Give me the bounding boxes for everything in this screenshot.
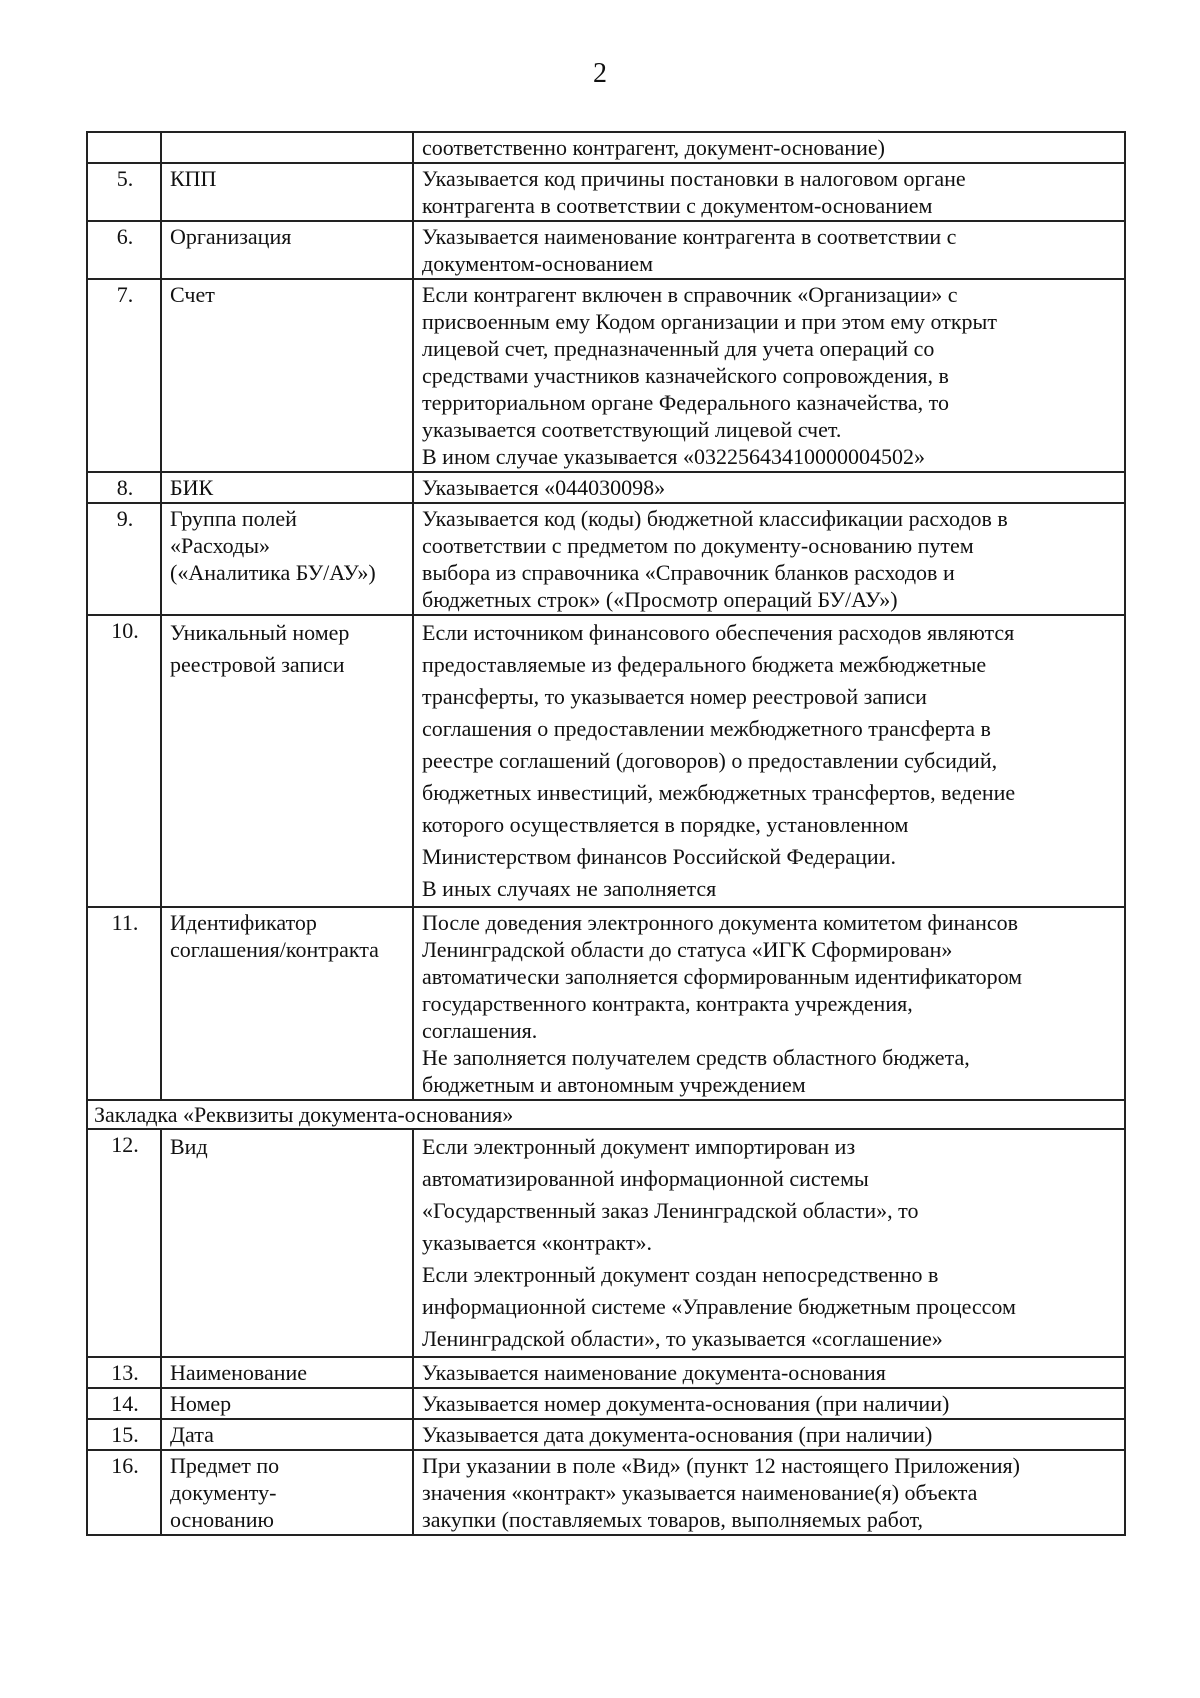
- field-name-line: Идентификатор: [170, 910, 317, 935]
- description-line: документом-основанием: [422, 251, 654, 276]
- description-line: Указывается код (коды) бюджетной классификации расходов в: [422, 506, 1008, 531]
- description-line: средствами участников казначейского сопровождения, в: [422, 363, 949, 388]
- field-name-cell: [161, 132, 413, 163]
- field-name-cell: [161, 1419, 413, 1450]
- field-name-line: Номер: [170, 1391, 232, 1416]
- field-name-cell: [161, 1129, 413, 1357]
- description-cell: [413, 132, 1125, 163]
- row-number: 13.: [87, 1357, 161, 1388]
- description-line: автоматизированной информационной системы: [422, 1166, 869, 1191]
- row-number: [87, 132, 161, 163]
- field-name-cell: [161, 472, 413, 503]
- description-line: Министерством финансов Российской Федерации.: [422, 844, 896, 869]
- description-cell: [413, 615, 1125, 907]
- description-line: В иных случаях не заполняется: [422, 876, 717, 901]
- requisites-table: [86, 131, 1126, 1536]
- description-line: которого осуществляется в порядке, установленном: [422, 812, 909, 837]
- description-cell: [413, 1388, 1125, 1419]
- field-name-line: Вид: [170, 1134, 208, 1159]
- table-row: [87, 615, 1125, 907]
- row-number: 6.: [87, 221, 161, 279]
- table-body-before: [87, 132, 1125, 1100]
- description-line: выбора из справочника «Справочник бланков расходов и: [422, 560, 955, 585]
- field-name-line: КПП: [170, 166, 217, 191]
- table-row: [87, 907, 1125, 1100]
- description-line: бюджетным и автономным учреждением: [422, 1072, 806, 1097]
- description-cell: [413, 221, 1125, 279]
- description-line: Указывается «044030098»: [422, 475, 666, 500]
- description-cell: [413, 1357, 1125, 1388]
- description-line: При указании в поле «Вид» (пункт 12 настоящего Приложения): [422, 1453, 1020, 1478]
- table-row: [87, 503, 1125, 615]
- description-line: значения «контракт» указывается наименование(я) объекта: [422, 1480, 978, 1505]
- description-line: Если электронный документ импортирован из: [422, 1134, 856, 1159]
- description-cell: [413, 163, 1125, 221]
- field-name-line: Наименование: [170, 1360, 308, 1385]
- description-cell: [413, 503, 1125, 615]
- description-line: В ином случае указывается «03225643410000004502»: [422, 444, 926, 469]
- description-line: Указывается код причины постановки в налоговом органе: [422, 166, 966, 191]
- row-number: 16.: [87, 1450, 161, 1535]
- description-line: государственного контракта, контракта учреждения,: [422, 991, 913, 1016]
- description-line: Ленинградской области до статуса «ИГК Сформирован»: [422, 937, 953, 962]
- field-name-cell: [161, 615, 413, 907]
- field-name-line: Дата: [170, 1422, 214, 1447]
- field-name-cell: [161, 907, 413, 1100]
- description-line: лицевой счет, предназначенный для учета операций со: [422, 336, 935, 361]
- section-row: [87, 1100, 1125, 1129]
- description-cell: [413, 279, 1125, 472]
- description-line: контрагента в соответствии с документом-основанием: [422, 193, 933, 218]
- description-line: присвоенным ему Кодом организации и при этом ему открыт: [422, 309, 997, 334]
- description-line: реестре соглашений (договоров) о предоставлении субсидий,: [422, 748, 998, 773]
- table-body-after: [87, 1129, 1125, 1535]
- description-line: предоставляемые из федерального бюджета межбюджетные: [422, 652, 987, 677]
- description-cell: [413, 907, 1125, 1100]
- table-row: [87, 1388, 1125, 1419]
- row-number: 14.: [87, 1388, 161, 1419]
- description-line: «Государственный заказ Ленинградской области», то: [422, 1198, 919, 1223]
- table-row: [87, 1129, 1125, 1357]
- description-line: Если электронный документ создан непосредственно в: [422, 1262, 939, 1287]
- description-line: Указывается дата документа-основания (при наличии): [422, 1422, 933, 1447]
- table-row: [87, 472, 1125, 503]
- field-name-line: Предмет по: [170, 1453, 280, 1478]
- field-name-line: БИК: [170, 475, 214, 500]
- table-row: [87, 163, 1125, 221]
- row-number: 10.: [87, 615, 161, 907]
- field-name-line: Организация: [170, 224, 292, 249]
- field-name-line: соглашения/контракта: [170, 937, 379, 962]
- table-row: [87, 279, 1125, 472]
- row-number: 7.: [87, 279, 161, 472]
- description-line: Ленинградской области», то указывается «соглашение»: [422, 1326, 943, 1351]
- description-line: закупки (поставляемых товаров, выполняемых работ,: [422, 1507, 923, 1532]
- field-name-line: документу-: [170, 1480, 277, 1505]
- table-row: [87, 1450, 1125, 1535]
- description-line: указывается «контракт».: [422, 1230, 652, 1255]
- description-line: Если контрагент включен в справочник «Организации» с: [422, 282, 958, 307]
- field-name-cell: [161, 221, 413, 279]
- description-line: Если источником финансового обеспечения расходов являются: [422, 620, 1015, 645]
- description-line: бюджетных инвестиций, межбюджетных трансфертов, ведение: [422, 780, 1016, 805]
- field-name-line: Группа полей: [170, 506, 297, 531]
- field-name-cell: [161, 1450, 413, 1535]
- field-name-line: реестровой записи: [170, 652, 345, 677]
- description-line: указывается соответствующий лицевой счет.: [422, 417, 842, 442]
- description-cell: [413, 472, 1125, 503]
- description-line: соглашения о предоставлении межбюджетного трансферта в: [422, 716, 991, 741]
- field-name-cell: [161, 279, 413, 472]
- table-row: [87, 1357, 1125, 1388]
- row-number: 15.: [87, 1419, 161, 1450]
- field-name-cell: [161, 1388, 413, 1419]
- row-number: 12.: [87, 1129, 161, 1357]
- description-line: трансферты, то указывается номер реестровой записи: [422, 684, 927, 709]
- description-line: соглашения.: [422, 1018, 538, 1043]
- field-name-cell: [161, 1357, 413, 1388]
- table-row: [87, 1419, 1125, 1450]
- description-line: территориальном органе Федерального казначейства, то: [422, 390, 949, 415]
- section-title: Закладка «Реквизиты документа-основания»: [87, 1100, 1125, 1129]
- description-cell: [413, 1419, 1125, 1450]
- description-line: Не заполняется получателем средств областного бюджета,: [422, 1045, 970, 1070]
- description-line: Указывается наименование документа-основания: [422, 1360, 886, 1385]
- description-line: соответственно контрагент, документ-основание): [422, 135, 885, 160]
- description-cell: [413, 1129, 1125, 1357]
- row-number: 5.: [87, 163, 161, 221]
- field-name-line: Счет: [170, 282, 215, 307]
- page-number: 2: [593, 58, 607, 89]
- description-line: соответствии с предметом по документу-основанию путем: [422, 533, 974, 558]
- field-name-line: основанию: [170, 1507, 274, 1532]
- row-number: 11.: [87, 907, 161, 1100]
- table-row: [87, 132, 1125, 163]
- description-line: После доведения электронного документа комитетом финансов: [422, 910, 1019, 935]
- field-name-line: («Аналитика БУ/АУ»): [170, 560, 376, 585]
- field-name-cell: [161, 163, 413, 221]
- row-number: 8.: [87, 472, 161, 503]
- table-row: [87, 221, 1125, 279]
- description-line: Указывается наименование контрагента в соответствии с: [422, 224, 957, 249]
- description-line: Указывается номер документа-основания (при наличии): [422, 1391, 950, 1416]
- field-name-cell: [161, 503, 413, 615]
- description-line: автоматически заполняется сформированным идентификатором: [422, 964, 1023, 989]
- row-number: 9.: [87, 503, 161, 615]
- description-line: информационной системе «Управление бюджетным процессом: [422, 1294, 1016, 1319]
- field-name-line: «Расходы»: [170, 533, 270, 558]
- description-line: бюджетных строк» («Просмотр операций БУ/АУ»): [422, 587, 898, 612]
- section-header-body: [87, 1100, 1125, 1129]
- field-name-line: Уникальный номер: [170, 620, 350, 645]
- description-cell: [413, 1450, 1125, 1535]
